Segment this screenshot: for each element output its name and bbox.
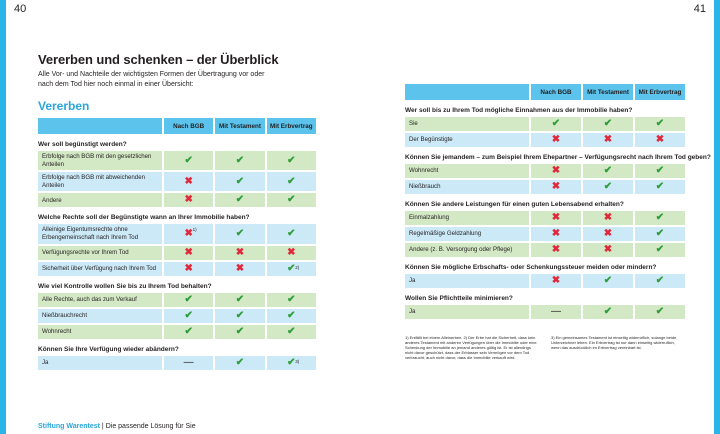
footnote: 3) Ein gemeinsames Testament ist einseitig widerruflich, solange beide Unterzeichner leben. Ein Erbvertrag ist nur dann einseitig widerruflich, wenn das ausdrücklich im Erbvertrag vereinbart ist. (551, 335, 677, 350)
table-question: Können Sie mögliche Erbschafts- oder Schenkungssteuer meiden oder mindern? (405, 264, 657, 271)
row-label: Wohnrecht (405, 164, 529, 178)
table-row (405, 133, 685, 147)
check-icon: ✔ (287, 356, 296, 368)
table-cell (267, 356, 316, 370)
row-label: Verfügungsrechte vor Ihrem Tod (38, 246, 162, 260)
table-header-left (38, 118, 316, 134)
check-icon: ✔ (655, 181, 665, 192)
check-icon: ✔ (287, 262, 296, 274)
check-icon: ✔ (603, 118, 613, 129)
check-icon: ✔ (287, 227, 296, 239)
table-cell (215, 151, 264, 170)
row-label: Der Begünstigte (405, 133, 529, 147)
table-row (38, 325, 316, 339)
check-icon: ✔ (184, 309, 193, 321)
row-label: Regelmäßige Geldzahlung (405, 227, 529, 241)
table-cell (164, 193, 213, 207)
header-blank (38, 118, 162, 134)
footer-brand: Stiftung Warentest (38, 423, 100, 430)
table-cell (583, 180, 633, 194)
cross-icon: ✖ (551, 212, 561, 223)
table-cell (267, 325, 316, 339)
table-question: Können Sie jemandem – zum Beispiel Ihrem Ehepartner – Verfügungsrecht nach Ihrem Tod geben? (405, 154, 711, 161)
row-label: Nießbrauch (405, 180, 529, 194)
check-icon: ✔ (235, 309, 245, 321)
table-cell (635, 133, 685, 147)
table-cell (215, 309, 264, 323)
left-table (38, 141, 316, 370)
check-icon: ✔ (184, 293, 193, 305)
footnote-ref: 3) (295, 358, 300, 364)
row-label: Ja (405, 305, 529, 319)
check-icon: ✔ (235, 175, 245, 187)
table-cell (531, 180, 581, 194)
table-cell (267, 172, 316, 191)
table-row (38, 262, 316, 276)
table-cell (164, 224, 213, 243)
cross-icon: ✖ (235, 262, 245, 274)
table-cell (583, 305, 633, 319)
table-cell (267, 151, 316, 170)
table-cell (635, 180, 685, 194)
table-cell (164, 325, 213, 339)
table-cell (635, 243, 685, 257)
table-cell (531, 211, 581, 225)
table-cell (164, 151, 213, 170)
table-cell (635, 305, 685, 319)
table-cell (215, 356, 264, 370)
cross-icon: ✖ (551, 244, 561, 255)
footnote-ref: 1) (192, 227, 197, 233)
right-edge-bar (714, 0, 720, 434)
table-cell (267, 246, 316, 260)
table-row (38, 246, 316, 260)
row-label: Andere (38, 193, 162, 207)
check-icon: ✔ (235, 154, 245, 166)
table-cell (164, 262, 213, 276)
check-icon: ✔ (235, 227, 245, 239)
table-row (405, 274, 685, 288)
table-cell (635, 274, 685, 288)
footnote-ref: 2) (295, 264, 300, 270)
table-cell (583, 274, 633, 288)
intro-text: Alle Vor- und Nachteile der wichtigsten Formen der Übertragung vor oder nach dem Tod hier noch einmal in einer Übersicht: (38, 71, 265, 88)
table-cell (583, 133, 633, 147)
table-question: Wie viel Kontrolle wollen Sie bis zu Ihrem Tod behalten? (38, 282, 212, 290)
check-icon: ✔ (287, 293, 296, 305)
row-label: Nießbrauchrecht (38, 309, 162, 323)
check-icon: ✔ (655, 165, 665, 176)
table-cell (215, 224, 264, 243)
table-row (405, 211, 685, 225)
table-cell (267, 224, 316, 243)
table-cell (531, 164, 581, 178)
cross-icon: ✖ (551, 134, 561, 145)
check-icon: ✔ (235, 293, 245, 305)
table-cell (531, 133, 581, 147)
cross-icon: ✖ (551, 181, 561, 192)
check-icon: ✔ (603, 275, 613, 286)
row-label: Alle Rechte, auch das zum Verkauf (38, 293, 162, 307)
table-cell (583, 227, 633, 241)
check-icon: ✔ (287, 175, 296, 187)
table-cell (531, 117, 581, 131)
table-row (38, 172, 316, 191)
check-icon: ✔ (235, 325, 245, 337)
table-row (405, 117, 685, 131)
check-icon: ✔ (287, 309, 296, 321)
cross-icon: ✖ (184, 175, 193, 187)
table-row (405, 305, 685, 319)
cross-icon: ✖ (655, 134, 665, 145)
table-cell (164, 309, 213, 323)
cross-icon: ✖ (551, 165, 561, 176)
table-cell (583, 211, 633, 225)
table-question: Wer soll begünstigt werden? (38, 141, 127, 148)
table-row (38, 309, 316, 323)
check-icon: ✔ (235, 356, 245, 368)
column-header: Nach BGB (531, 84, 581, 100)
column-header: Mit Testament (215, 118, 264, 134)
table-cell (164, 172, 213, 191)
row-label: Einmalzahlung (405, 211, 529, 225)
table-cell (164, 356, 213, 370)
cross-icon: ✖ (603, 244, 613, 255)
column-header: Mit Erbvertrag (267, 118, 316, 134)
row-label: Ja (405, 274, 529, 288)
table-cell (267, 293, 316, 307)
right-page (405, 84, 711, 360)
table-row (38, 356, 316, 370)
table-cell (215, 246, 264, 260)
dash-icon: — (551, 306, 561, 317)
check-icon: ✔ (655, 244, 665, 255)
right-table (405, 107, 711, 319)
table-cell (583, 117, 633, 131)
table-header-right (405, 84, 685, 100)
check-icon: ✔ (655, 228, 665, 239)
table-cell (635, 227, 685, 241)
left-edge-bar (0, 0, 6, 434)
check-icon: ✔ (551, 118, 561, 129)
check-icon: ✔ (655, 275, 665, 286)
table-cell (635, 164, 685, 178)
table-cell (531, 305, 581, 319)
table-question: Welche Rechte soll der Begünstigte wann an Ihrer Immobilie haben? (38, 214, 250, 222)
table-row (405, 227, 685, 241)
row-label: Erbfolge nach BGB mit abweichenden Anteilen (38, 172, 162, 191)
check-icon: ✔ (287, 194, 296, 206)
check-icon: ✔ (655, 212, 665, 223)
table-cell (164, 246, 213, 260)
page-number-right: 41 (693, 3, 706, 15)
page-footer (38, 423, 196, 430)
check-icon: ✔ (655, 118, 665, 129)
check-icon: ✔ (287, 154, 296, 166)
check-icon: ✔ (655, 306, 665, 317)
cross-icon: ✖ (235, 246, 245, 258)
cross-icon: ✖ (603, 134, 613, 145)
table-cell (635, 117, 685, 131)
table-row (405, 164, 685, 178)
row-label: Ja (38, 356, 162, 370)
check-icon: ✔ (603, 165, 613, 176)
cross-icon: ✖ (603, 212, 613, 223)
table-cell (215, 193, 264, 207)
page-title: Vererben und schenken – der Überblick (38, 52, 279, 67)
check-icon: ✔ (184, 154, 193, 166)
table-cell (215, 293, 264, 307)
footer-text: Die passende Lösung für Sie (105, 423, 196, 430)
table-question: Wollen Sie Pflichtteile minimieren? (405, 295, 513, 302)
check-icon: ✔ (235, 194, 245, 206)
page-number-left: 40 (14, 3, 27, 15)
table-cell (531, 227, 581, 241)
header-blank (405, 84, 529, 100)
table-row (38, 224, 316, 243)
cross-icon: ✖ (184, 227, 193, 239)
cross-icon: ✖ (184, 194, 193, 206)
table-row (38, 151, 316, 170)
table-cell (215, 325, 264, 339)
table-cell (267, 262, 316, 276)
cross-icon: ✖ (551, 275, 561, 286)
cross-icon: ✖ (184, 246, 193, 258)
table-cell (583, 164, 633, 178)
table-cell (531, 243, 581, 257)
cross-icon: ✖ (184, 262, 193, 274)
table-cell (215, 172, 264, 191)
row-label: Sie (405, 117, 529, 131)
table-cell (164, 293, 213, 307)
check-icon: ✔ (184, 325, 193, 337)
table-question: Wer soll bis zu Ihrem Tod mögliche Einnahmen aus der Immobilie haben? (405, 107, 633, 114)
table-question: Können Sie Ihre Verfügung wieder abändern? (38, 345, 179, 353)
check-icon: ✔ (287, 325, 296, 337)
footer-separator: | (101, 423, 104, 430)
cross-icon: ✖ (551, 228, 561, 239)
row-label: Alleinige Eigentumsrechte ohne Erbengemeinschaft nach Ihrem Tod (38, 224, 162, 243)
row-label: Andere (z. B. Versorgung oder Pflege) (405, 243, 529, 257)
section-heading: Vererben (38, 99, 90, 113)
cross-icon: ✖ (603, 228, 613, 239)
footnotes (405, 335, 685, 360)
check-icon: ✔ (603, 306, 613, 317)
table-cell (267, 193, 316, 207)
row-label: Erbfolge nach BGB mit den gesetzlichen Anteilen (38, 151, 162, 170)
table-cell (531, 274, 581, 288)
column-header: Mit Erbvertrag (635, 84, 685, 100)
footnote: 1) Entfällt bei einem Alleinerben. 2) Der Erbe hat die Sicherheit, dass kein anderes Testament mit anderen Verfügungen über die Immobilie oder eine Schenkung der Immobilie an jemand anderes gültig ist. Er ist allerdings nicht davor geschützt, dass der Erblasser sein Vermögen vor dem Tod verbraucht, auch nicht davor, dass die Immobilie verkauft wird. (405, 335, 537, 360)
dash-icon: — (183, 356, 194, 368)
row-label: Sicherheit über Verfügung nach Ihrem Tod (38, 262, 162, 276)
table-cell (215, 262, 264, 276)
table-row (405, 180, 685, 194)
table-cell (267, 309, 316, 323)
row-label: Wohnrecht (38, 325, 162, 339)
check-icon: ✔ (603, 181, 613, 192)
table-cell (583, 243, 633, 257)
table-row (38, 293, 316, 307)
table-row (405, 243, 685, 257)
column-header: Mit Testament (583, 84, 633, 100)
cross-icon: ✖ (287, 246, 296, 258)
column-header: Nach BGB (164, 118, 213, 134)
table-question: Können Sie andere Leistungen für einen guten Lebensabend erhalten? (405, 201, 624, 208)
left-page (38, 52, 316, 370)
table-cell (635, 211, 685, 225)
table-row (38, 193, 316, 207)
